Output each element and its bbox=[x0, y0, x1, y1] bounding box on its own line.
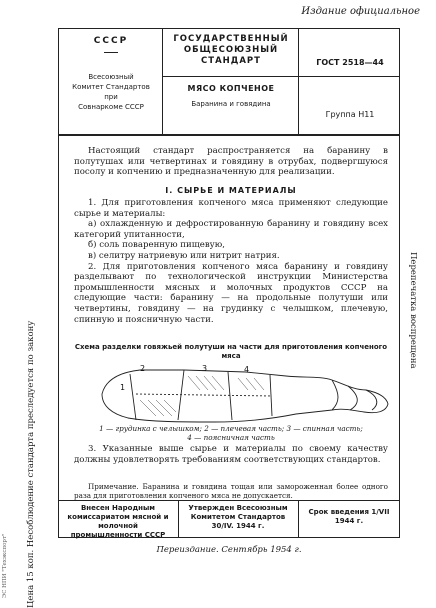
committee-line: Комитет Стандартов bbox=[72, 83, 150, 91]
section-title: I. СЫРЬЕ И МАТЕРИАЛЫ bbox=[165, 186, 297, 195]
standard-line: ОБЩЕСОЮЗНЫЙ СТАНДАРТ bbox=[183, 45, 279, 66]
intro-paragraph: Настоящий стандарт распространяется на баранину в полутушах или четвертинах и говядину в отрубах, подвергшуюся посолу и копчению и предназначенную для реализации. bbox=[74, 146, 388, 178]
cut-line bbox=[270, 375, 272, 416]
cut-line bbox=[136, 394, 272, 396]
standard-line: ГОСУДАРСТВЕННЫЙ bbox=[173, 34, 289, 44]
diagram-legend bbox=[74, 424, 388, 442]
publisher-mark: ЭС НПИ "Техэкспорт" bbox=[2, 533, 8, 598]
footer-divider bbox=[298, 500, 299, 538]
hind-leg-line bbox=[348, 386, 357, 410]
item-1: 1. Для приготовления копченого мяса применяют следующие сырье и материалы: bbox=[74, 198, 388, 219]
document-subtitle: Баранина и говядина bbox=[191, 100, 271, 108]
cut-line bbox=[130, 374, 136, 420]
committee-line: при bbox=[104, 93, 118, 101]
gost-number: ГОСТ 2518—44 bbox=[316, 58, 384, 67]
beef-carcass-diagram bbox=[96, 364, 394, 426]
cut-line bbox=[228, 372, 232, 420]
dash-divider bbox=[104, 52, 118, 53]
reprint-note: Переиздание. Сентябрь 1954 г. bbox=[156, 545, 302, 555]
part-number-label: 1 bbox=[120, 383, 126, 392]
section-body bbox=[74, 198, 388, 325]
header-divider bbox=[162, 76, 400, 77]
note-paragraph: Примечание. Баранина и говядина тощая или замороженная более одного раза для приготовления копченого мяса не допускается. bbox=[74, 482, 388, 500]
approved-by: Утвержден Всесоюзным Комитетом Стандартов 30/IV. 1944 г. bbox=[188, 504, 288, 530]
official-edition-note: Издание официальное bbox=[301, 6, 420, 17]
hind-leg-line bbox=[332, 380, 338, 410]
ussr-label: СССР bbox=[93, 36, 129, 46]
legend-line: 1 — грудинка с челышком; 2 — плечевая часть; 3 — спинная часть; bbox=[99, 424, 363, 433]
document-title: МЯСО КОПЧЕНОЕ bbox=[187, 84, 275, 93]
part-number-label: 4 bbox=[244, 365, 250, 374]
hind-leg-line bbox=[366, 390, 377, 410]
committee-line: Всесоюзный bbox=[88, 73, 134, 81]
item-1a: а) охлажденную и дефростированную баранину и говядину всех категорий упитанности, bbox=[74, 219, 388, 240]
effective-date: Срок введения 1/VII 1944 г. bbox=[308, 508, 390, 525]
part-number-label: 3 bbox=[202, 364, 208, 373]
state-standard-label bbox=[166, 34, 296, 67]
introduced-by: Внесен Народным комиссариатом мясной и молочной промышленности СССР bbox=[67, 504, 169, 539]
committee-label bbox=[62, 72, 160, 112]
item-2: 2. Для приготовления копченого мяса баранину и говядину разделывают по технологической инструкции Министерства промышленности мясных и молочных продуктов СССР на следующие части: баранину — на продольные полутуши или четвертины, говядину — на грудинку с челышком, плечевую, спинную и поясничную части. bbox=[74, 261, 388, 325]
committee-line: Совнаркоме СССР bbox=[78, 103, 144, 111]
header-divider bbox=[162, 28, 163, 136]
footer-divider bbox=[178, 500, 179, 538]
item-1b: б) соль поваренную пищевую, bbox=[88, 240, 225, 251]
item-3: 3. Указанные выше сырье и материалы по своему качеству должны удовлетворять требованиям соответствующих стандартов. bbox=[74, 444, 388, 465]
diagram-caption: Схема разделки говяжьей полутуши на части для приготовления копченого мяса bbox=[74, 343, 388, 360]
legend-line: 4 — поясничная часть bbox=[187, 433, 275, 442]
header-divider bbox=[298, 28, 299, 136]
sidebar-price-and-law: Цена 15 коп. Несоблюдение стандарта преследуется по закону bbox=[26, 320, 36, 608]
part-number-label: 2 bbox=[140, 364, 146, 373]
item-1c: в) селитру натриевую или нитрит натрия. bbox=[88, 250, 280, 261]
group-label: Группа Н11 bbox=[325, 110, 375, 119]
sidebar-reprint-forbidden: Перепечатка воспрещена bbox=[408, 252, 418, 369]
footer-divider bbox=[58, 500, 400, 501]
